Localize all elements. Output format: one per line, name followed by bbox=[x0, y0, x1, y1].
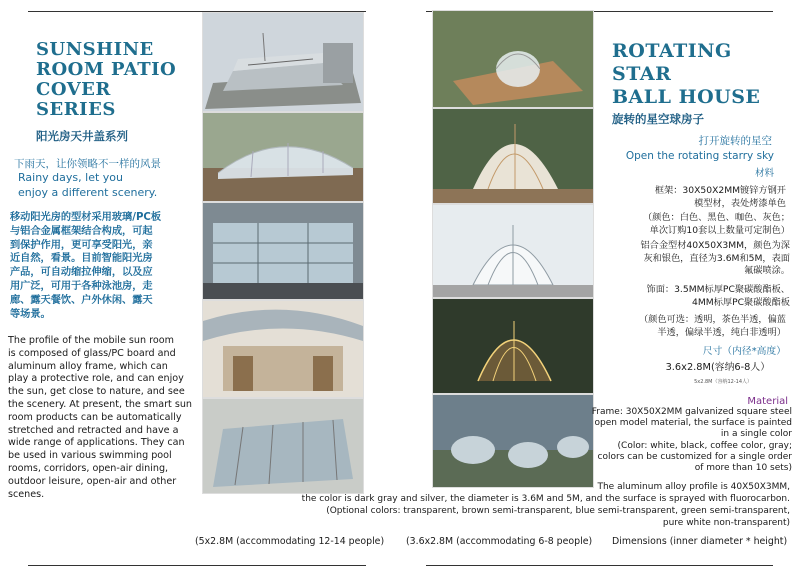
desc-en-line: is composed of glass/PC board and bbox=[8, 347, 176, 359]
desc-en-line: wide range of applications. They can bbox=[8, 437, 185, 449]
bottom-size-5m: (5x2.8M (accommodating 12-14 people) bbox=[195, 536, 385, 547]
desc-en-line: the sun, get close to nature, and see bbox=[8, 386, 185, 398]
left-slogan-en-1: Rainy days, let you bbox=[18, 171, 123, 184]
sunroom-photo-2 bbox=[202, 112, 364, 202]
desc-en-line: stretched and retracted and have a bbox=[8, 424, 179, 436]
opt-en-1: (Optional colors: transparent, brown semi-transparent, blue semi-transparent, green semi-transparent, bbox=[326, 506, 790, 516]
left-title-line-1: SUNSHINE bbox=[36, 39, 154, 60]
cover-cn-line: 饰面：3.5MM标厚PC聚碳酸酯板、 bbox=[646, 284, 790, 295]
cover-cn bbox=[647, 284, 790, 309]
desc-en-line: outdoor leisure, open-air and other bbox=[8, 475, 177, 487]
colors-cn bbox=[643, 212, 790, 237]
colors-cn-line: 单次订购10套以上数量可定制色） bbox=[649, 224, 790, 236]
desc-en-line: aluminum alloy frame, which can bbox=[8, 360, 168, 372]
left-desc-en bbox=[8, 335, 204, 501]
dome-photo-4 bbox=[432, 298, 594, 394]
dome-photo-5 bbox=[432, 394, 594, 488]
opt-cn-line: （颜色可选：透明，茶色半透，偏蓝 bbox=[639, 314, 786, 325]
desc-en-line: be used in various swimming pool bbox=[8, 450, 172, 462]
frame-en bbox=[592, 407, 792, 474]
dome-photo-3 bbox=[432, 204, 594, 298]
cover-cn-line: 4MM标厚PC聚碳酸酯板 bbox=[692, 296, 790, 308]
size-cn-value: 3.6x2.8M(容纳6-8人） bbox=[665, 362, 770, 373]
desc-cn-line: 近自然，看景。目前智能阳光房 bbox=[10, 253, 153, 265]
left-desc-cn bbox=[10, 211, 161, 321]
desc-cn-line: 与铝合金属框架结合构成，可起 bbox=[10, 225, 153, 237]
frame-en-line: open model material, the surface is painted bbox=[594, 418, 792, 429]
right-title-line-3: BALL HOUSE bbox=[612, 86, 761, 108]
right-title-line-1: ROTATING bbox=[612, 40, 732, 62]
frame-en-line: colors can be customized for a single order bbox=[597, 451, 792, 462]
size-cn-small: 5x2.8M（容纳12-14人） bbox=[694, 379, 752, 385]
alu-cn-line: 铝合金型材40X50X3MM，颜色为深 bbox=[640, 240, 790, 251]
left-slogan-en-2: enjoy a different scenery. bbox=[18, 186, 158, 199]
alu-en-2: the color is dark gray and silver, the diameter is 3.6M and 5M, and the surface is sprayed with fluorocarbon. bbox=[301, 494, 790, 504]
left-title-line-4: SERIES bbox=[36, 99, 116, 120]
material-cn-label: 材料 bbox=[754, 168, 774, 179]
left-slogan-cn: 下雨天，让你领略不一样的风景 bbox=[14, 158, 161, 170]
frame-en-line: (Color: white, black, coffee color, gray; bbox=[617, 440, 792, 451]
right-title-cn: 旋转的星空球房子 bbox=[612, 112, 704, 126]
right-title-line-2: STAR bbox=[612, 63, 672, 85]
desc-en-line: the scenery. At present, the smart sun bbox=[8, 398, 193, 410]
left-title-line-2: ROOM PATIO bbox=[36, 59, 177, 80]
desc-en-line: room products can be automatically bbox=[8, 411, 182, 423]
right-title bbox=[612, 40, 760, 109]
bottom-size-36m: (3.6x2.8M (accommodating 6-8 people) bbox=[406, 536, 593, 547]
desc-cn-line: 廊、露天餐饮、户外休闲、露天 bbox=[10, 294, 153, 306]
bottom-rule-right bbox=[426, 565, 773, 566]
left-title bbox=[36, 40, 176, 120]
dome-photo-1 bbox=[432, 10, 594, 108]
desc-en-line: rooms, corridors, open-air dining, bbox=[8, 462, 169, 474]
bottom-dimensions: Dimensions (inner diameter * height) bbox=[612, 536, 788, 547]
material-en-label: Material bbox=[747, 396, 788, 407]
desc-en-line: scenes. bbox=[8, 488, 45, 500]
frame-cn-line: 模型材，表处烤漆单色 bbox=[694, 197, 786, 209]
alu-cn bbox=[640, 240, 790, 278]
desc-cn-line: 移动阳光房的型材采用玻璃/PC板 bbox=[10, 212, 162, 223]
desc-cn-line: 到保护作用，更可享受阳光，亲 bbox=[10, 239, 153, 251]
right-tag-cn: 打开旋转的星空 bbox=[698, 135, 772, 147]
opt-cn bbox=[639, 314, 786, 339]
desc-en-line: The profile of the mobile sun room bbox=[8, 335, 174, 346]
sunroom-photo-1 bbox=[202, 12, 364, 112]
opt-en-2: pure white non-transparent) bbox=[662, 518, 790, 528]
sunroom-photo-5 bbox=[202, 398, 364, 494]
bottom-rule-left bbox=[28, 565, 366, 566]
sunroom-photo-4 bbox=[202, 300, 364, 398]
desc-cn-line: 用广泛，可用于各种泳池房，走 bbox=[10, 280, 153, 292]
alu-cn-line: 氟碳喷涂。 bbox=[744, 265, 790, 277]
desc-cn-line: 产品，可自动缩拉伸缩，以及应 bbox=[10, 267, 153, 279]
right-tag-en: Open the rotating starry sky bbox=[625, 150, 774, 162]
frame-en-line: Frame: 30X50X2MM galvanized square steel bbox=[591, 407, 792, 417]
dome-photo-2 bbox=[432, 108, 594, 204]
left-title-line-3: COVER bbox=[36, 79, 111, 100]
frame-en-line: in a single color bbox=[720, 429, 792, 440]
sunroom-photo-3 bbox=[202, 202, 364, 300]
frame-cn bbox=[655, 185, 786, 210]
frame-cn-line: 框架：30X50X2MM镀锌方钢开 bbox=[654, 185, 786, 196]
size-cn-label: 尺寸（内径*高度） bbox=[702, 346, 786, 357]
alu-en-1: The aluminum alloy profile is 40X50X3MM, bbox=[597, 482, 790, 492]
left-title-cn: 阳光房天井盖系列 bbox=[36, 129, 128, 143]
colors-cn-line: （颜色：白色、黑色、咖色、灰色； bbox=[643, 212, 790, 223]
frame-en-line: of more than 10 sets) bbox=[694, 463, 792, 474]
desc-cn-line: 等场景。 bbox=[10, 308, 51, 320]
opt-cn-line: 半透，偏绿半透，纯白非透明） bbox=[657, 326, 786, 338]
desc-en-line: play a protective role, and can enjoy bbox=[8, 373, 184, 385]
alu-cn-line: 灰和银色，直径为3.6M和5M，表面 bbox=[643, 252, 790, 264]
